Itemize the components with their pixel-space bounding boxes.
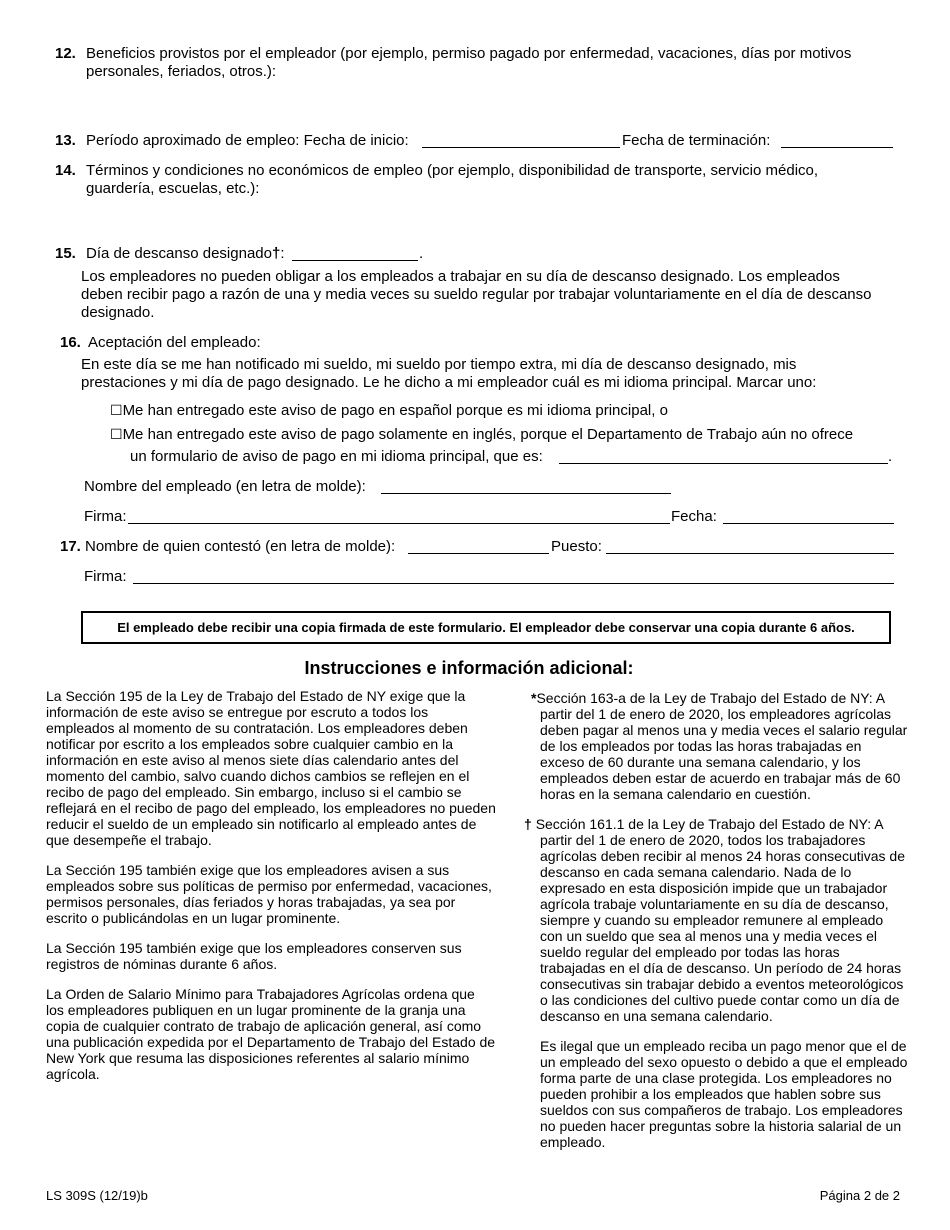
option-spanish[interactable]: ☐Me han entregado este aviso de pago en español porque es mi idioma principal, o bbox=[110, 402, 668, 419]
checkbox-icon[interactable]: ☐ bbox=[110, 427, 123, 443]
form-id: LS 309S (12/19)b bbox=[46, 1188, 148, 1203]
right-paragraph-overtime: *Sección 163-a de la Ley de Trabajo del Estado de NY: A partir del 1 de enero de 2020, los empleadores agrícolas deben pagar al menos una y media veces el salario regular de los empleados por todas las horas trabajadas en exceso de 60 durante una semana calendario, y los empleados deben estar de acuerdo en trabajar más de 60 horas en la semana calendario en cuestión. bbox=[531, 690, 908, 802]
position-field[interactable] bbox=[606, 553, 894, 554]
employee-signature-label: Firma: bbox=[84, 508, 127, 525]
date-label: Fecha: bbox=[671, 508, 717, 525]
position-label: Puesto: bbox=[551, 538, 602, 555]
right-column bbox=[524, 690, 908, 1164]
language-period: . bbox=[888, 448, 893, 465]
dagger-mark: † bbox=[271, 245, 281, 262]
primary-language-field[interactable] bbox=[559, 463, 888, 464]
instructions-title: Instrucciones e información adicional: bbox=[304, 658, 634, 678]
asterisk-mark: * bbox=[531, 690, 537, 706]
q14-label: Términos y condiciones no económicos de empleo (por ejemplo, disponibilidad de transporte, servicio médico, guardería, escuelas, etc.): bbox=[86, 162, 819, 197]
left-paragraph-1: La Sección 195 de la Ley de Trabajo del Estado de NY exige que la información de este aviso se entregue por escruto a todos los empleados al momento de su contratación. Los empleadores deben notificar por escrito a los empleados sobre cualquier cambio en la información en este aviso al menos siete días calendario antes del momento del cambio, salvo cuando dichos cambios se reflejen en el recibo de pago del empleado. Sin embargo, incluso si el cambio se reflejará en el recibo de pago del empleado, los empleadores no pueden reducir el sueldo de un empleado sin notificarlo al empleado antes de que desempeñe el trabajo. bbox=[46, 688, 496, 848]
q12-number: 12. bbox=[55, 45, 76, 62]
option-english-cont: un formulario de aviso de pago en mi idioma principal, que es: bbox=[130, 448, 543, 465]
q13-end-label: Fecha de terminación: bbox=[622, 132, 771, 149]
q15-label: Día de descanso designado†: bbox=[86, 245, 285, 262]
q17-number: 17. bbox=[60, 538, 81, 555]
employee-signature-field[interactable] bbox=[128, 523, 670, 524]
preparer-name-field[interactable] bbox=[408, 553, 549, 554]
q12-label: Beneficios provistos por el empleador (por ejemplo, permiso pagado por enfermedad, vacaciones, días por motivos personales, feriados, otros.): bbox=[86, 45, 852, 80]
rest-day-field[interactable] bbox=[292, 260, 418, 261]
preparer-name-label: Nombre de quien contestó (en letra de molde): bbox=[85, 538, 396, 555]
q15-period: . bbox=[419, 245, 424, 262]
dagger-mark: † bbox=[524, 816, 532, 832]
q16-label: Aceptación del empleado: bbox=[88, 334, 261, 351]
date-field[interactable] bbox=[723, 523, 894, 524]
notice-box: El empleado debe recibir una copia firmada de este formulario. El empleador debe conservar una copia durante 6 años. bbox=[81, 611, 891, 644]
left-paragraph-4: La Orden de Salario Mínimo para Trabajadores Agrícolas ordena que los empleadores publiquen en un lugar prominente de la granja una copia de cualquier contrato de trabajo de aplicación general, así como una publicación expedida por el Departamento de Trabajo del Estado de New York que resuma las disposiciones referentes al salario mínimo agrícola. bbox=[46, 986, 496, 1082]
right-paragraph-equal-pay: Es ilegal que un empleado reciba un pago menor que el de un empleado del sexo opuesto o debido a que el empleado forma parte de una clase protegida. Los empleadores no pueden prohibir a los empleados que hablen sobre sus sueldos con sus compañeros de trabajo. Los empleadores no pueden hacer preguntas sobre la historia salarial de un empleado. bbox=[540, 1038, 908, 1150]
employee-name-field[interactable] bbox=[381, 493, 671, 494]
q16-text: En este día se me han notificado mi sueldo, mi sueldo por tiempo extra, mi día de descanso designado, mis prestaciones y mi día de pago designado. Le he dicho a mi empleador cuál es mi idioma principal. Marcar uno: bbox=[81, 356, 817, 391]
left-paragraph-3: La Sección 195 también exige que los empleadores conserven sus registros de nóminas durante 6 años. bbox=[46, 940, 462, 972]
page-number: Página 2 de 2 bbox=[819, 1188, 900, 1203]
q16-number: 16. bbox=[60, 334, 81, 351]
q15-number: 15. bbox=[55, 245, 76, 262]
right-paragraph-rest-day: † Sección 161.1 de la Ley de Trabajo del Estado de NY: A partir del 1 de enero de 2020, todos los trabajadores agrícolas deben recibir al menos 24 horas consecutivas de descanso en cada semana calendario. Nada de lo expresado en esta disposición impide que un trabajador agrícola trabaje voluntariamente en su día de descanso, siempre y cuando su empleador remunere al empleado con un sueldo que sea al menos una y media veces el sueldo regular del empleado por todas las horas trabajadas en el día de descanso. Un período de 24 horas consecutivas sin trabajar debido a eventos meteorológicos o las condiciones del cultivo puede contar como un día de descanso en una semana calendario. bbox=[524, 816, 905, 1024]
preparer-signature-field[interactable] bbox=[133, 583, 894, 584]
employee-name-label: Nombre del empleado (en letra de molde): bbox=[84, 478, 366, 495]
end-date-field[interactable] bbox=[781, 147, 893, 148]
left-column bbox=[46, 688, 496, 1096]
left-paragraph-2: La Sección 195 también exige que los empleadores avisen a sus empleados sobre sus políticas de permiso por enfermedad, vacaciones, permisos personales, días feriados y horas trabajadas, ya sea por escrito o publicándolas en un lugar prominente. bbox=[46, 862, 492, 926]
preparer-signature-label: Firma: bbox=[84, 568, 127, 585]
start-date-field[interactable] bbox=[422, 147, 620, 148]
checkbox-icon[interactable]: ☐ bbox=[110, 403, 123, 419]
q15-note: Los empleadores no pueden obligar a los empleados a trabajar en su día de descanso designado. Los empleados deben recibir pago a razón de una y media veces su sueldo regular por trabajar voluntariamente en el día de descanso designado. bbox=[81, 268, 872, 321]
option-english[interactable]: ☐Me han entregado este aviso de pago solamente en inglés, porque el Departamento de Trabajo aún no ofrece bbox=[110, 426, 854, 443]
q13-number: 13. bbox=[55, 132, 76, 149]
q13-start-label: Período aproximado de empleo: Fecha de inicio: bbox=[86, 132, 409, 149]
q14-number: 14. bbox=[55, 162, 76, 179]
